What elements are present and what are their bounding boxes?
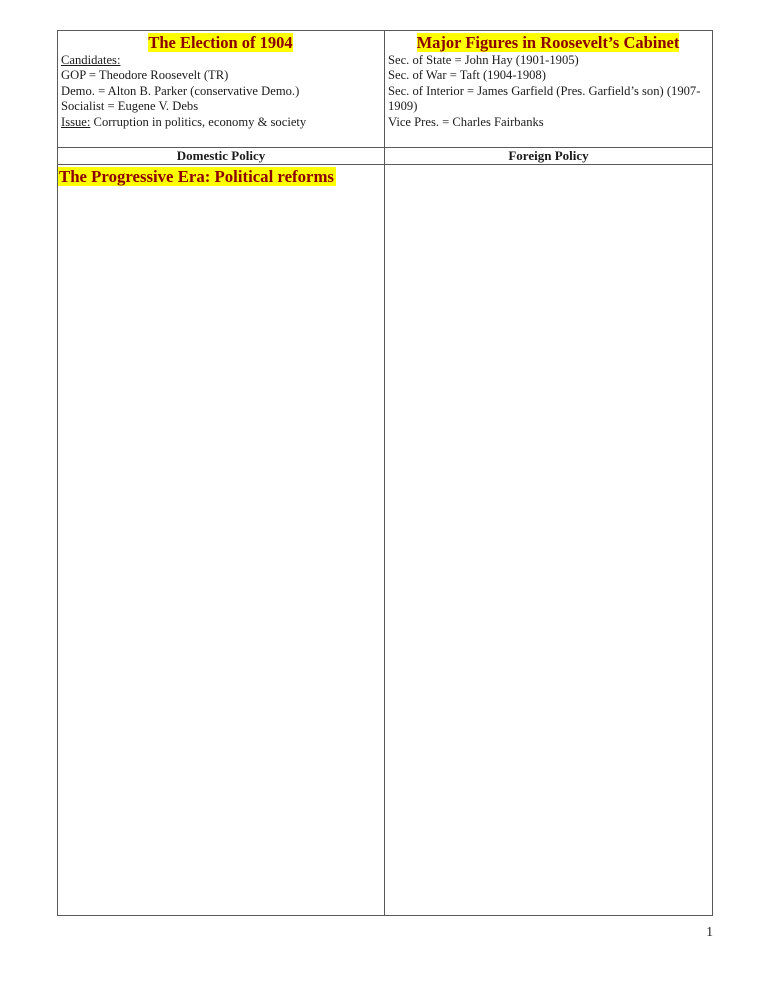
info-line [61,115,380,130]
domestic-policy-header: Domestic Policy [58,148,385,165]
text-run: Vice Pres. = Charles Fairbanks [388,114,544,129]
info-line [388,68,708,83]
election-title-text: The Election of 1904 [148,33,293,52]
section-heading [58,167,382,186]
election-1904-cell [58,31,385,148]
text-run: Corruption in politics, economy & society [90,114,307,129]
cabinet-title [388,33,708,52]
info-line [388,84,708,115]
cabinet-lines [388,53,708,130]
election-title [61,33,380,52]
info-line [61,84,380,99]
info-line [61,68,380,83]
text-run: Issue: [61,114,91,129]
section-heading-text: The Progressive Era: Political reforms [59,167,334,186]
foreign-policy-header: Foreign Policy [385,148,712,165]
info-line [388,53,708,68]
info-line [61,99,380,114]
text-run: Socialist = Eugene V. Debs [61,99,199,114]
election-lines [61,53,380,130]
study-guide-table [57,30,713,916]
text-run: Candidates: [61,53,121,67]
foreign-column [385,165,712,915]
cabinet-title-text: Major Figures in Roosevelt’s Cabinet [416,33,680,52]
text-run: GOP = Theodore Roosevelt (TR) [61,68,229,83]
text-run: Sec. of War = Taft (1904-1908) [388,68,546,83]
domestic-column [58,165,385,915]
text-run: Demo. = Alton B. Parker (conservative Demo.) [61,83,300,98]
text-run: Sec. of Interior = James Garfield (Pres. Garfield’s son) (1907-1909) [388,83,701,114]
text-run: Sec. of State = John Hay (1901-1905) [388,53,579,67]
info-line [61,53,380,68]
cabinet-cell [385,31,712,148]
info-line [388,115,708,130]
page-number: 1 [706,924,713,939]
